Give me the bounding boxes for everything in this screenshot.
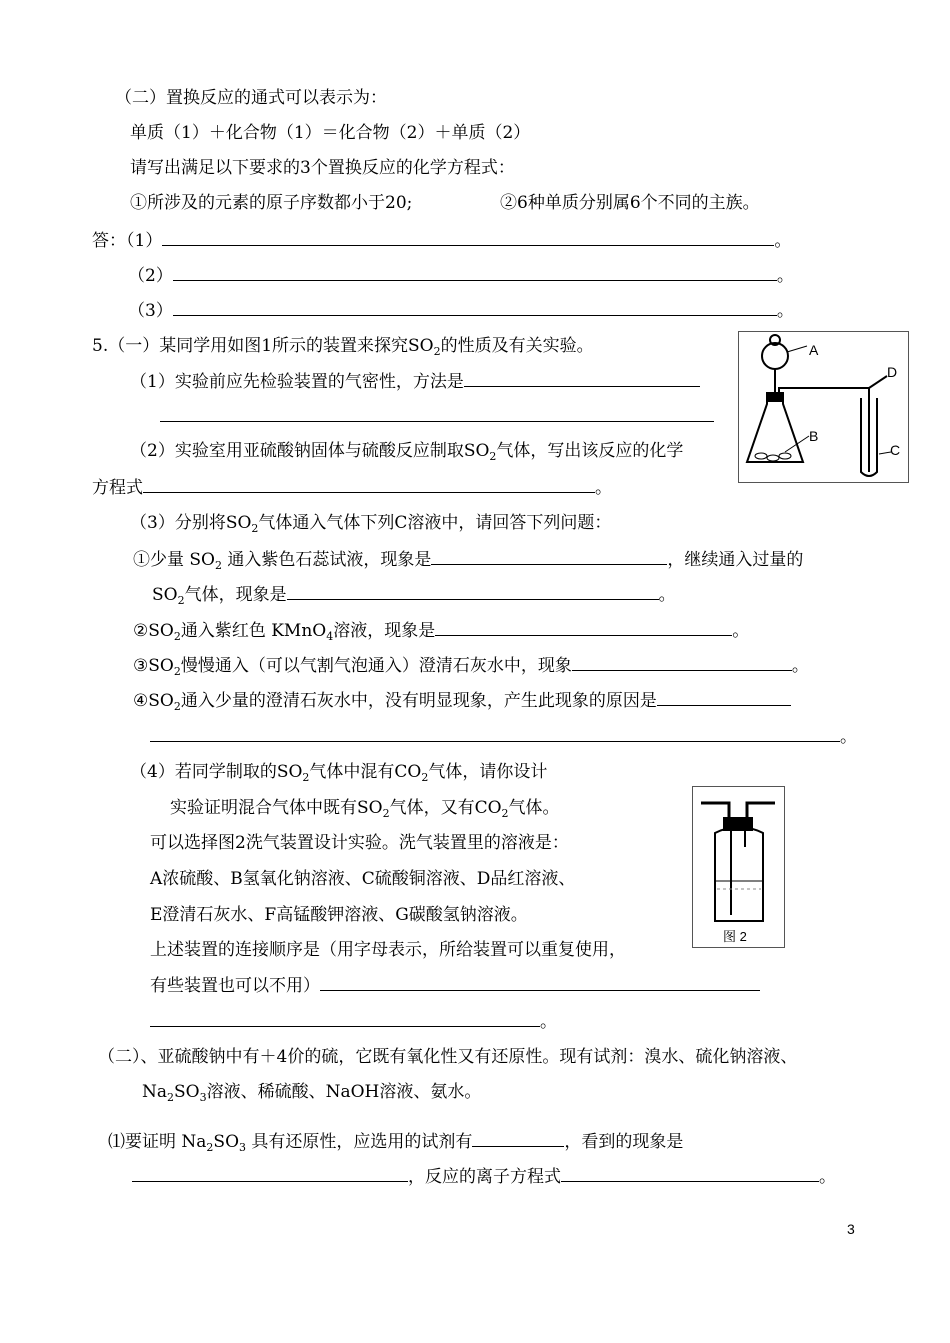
subquestion-1-line2: ，反应的离子方程式 。 <box>132 1165 836 1188</box>
label-a: A <box>809 342 819 358</box>
answer-blank[interactable] <box>572 654 792 671</box>
answer-blank[interactable] <box>162 229 774 246</box>
period: 。 <box>776 301 794 321</box>
part-3-item-1-line2: $SO_2$气体，现象是 。 <box>152 585 676 607</box>
subquestion-1: ⑴要证明 $Na_2SO_3$ 具有还原性，应选用的试剂有 ，看到的现象是 <box>108 1132 684 1154</box>
requirement-2: ②6种单质分别属6个不同的主族。 <box>500 193 760 213</box>
figure-2-caption: 图 2 <box>723 929 747 944</box>
figure-1-apparatus <box>738 331 909 483</box>
answer-blank[interactable] <box>472 1130 564 1147</box>
answer-num: （2） <box>128 266 173 286</box>
part-1-line2 <box>160 405 714 428</box>
figure-2-wash-bottle <box>692 786 785 948</box>
answer-num: （1） <box>126 231 163 251</box>
part-2: （2）实验室用亚硫酸钠固体与硫酸反应制取$SO_2$气体，写出该反应的化学 <box>130 441 684 463</box>
part-3: （3）分别将$SO_2$气体通入气体下列C溶液中，请回答下列问题： <box>130 513 612 535</box>
part-3-item-4-line2: 。 <box>150 725 857 748</box>
part-2-line2: 方程式 。 <box>92 478 612 498</box>
general-formula: 单质（1）＋化合物（1）＝化合物（2）＋单质（2） <box>130 123 531 143</box>
period: 。 <box>776 266 794 286</box>
answer-blank[interactable] <box>561 1165 819 1182</box>
answer-3 <box>128 299 794 322</box>
part-4: （4）若同学制取的$SO_2$气体中混有$CO_2$气体，请你设计 <box>130 762 548 784</box>
answer-blank[interactable] <box>150 1010 540 1027</box>
answer-blank[interactable] <box>431 548 667 565</box>
answer-2 <box>128 264 794 287</box>
answer-1 <box>92 229 791 252</box>
answer-blank[interactable] <box>150 725 840 742</box>
answer-blank[interactable] <box>160 405 714 422</box>
answer-num: （3） <box>128 301 173 321</box>
answer-blank[interactable] <box>132 1165 408 1182</box>
part-4-line5: E澄清石灰水、F高锰酸钾溶液、G碳酸氢钠溶液。 <box>150 905 528 925</box>
part-4-line3: 可以选择图2洗气装置设计实验。洗气装置里的溶液是： <box>150 833 569 853</box>
page-number: 3 <box>847 1221 855 1237</box>
period: 。 <box>774 231 792 251</box>
section-heading: （二）置换反应的通式可以表示为： <box>115 88 387 108</box>
answer-blank[interactable] <box>287 583 659 600</box>
reagent-list: $Na_2SO_3$溶液、稀硫酸、NaOH溶液、氨水。 <box>142 1082 482 1104</box>
apparatus-diagram <box>739 332 908 482</box>
answer-blank[interactable] <box>173 264 777 281</box>
label-b: B <box>809 428 819 444</box>
part-4-line2: 实验证明混合气体中既有$SO_2$气体，又有$CO_2$气体。 <box>170 798 560 820</box>
part-3-item-4: $④SO_2$通入少量的澄清石灰水中，没有明显现象，产生此现象的原因是 <box>133 689 791 712</box>
part-4-line6: 上述装置的连接顺序是（用字母表示，所给装置可以重复使用， <box>150 940 626 960</box>
answer-blank[interactable] <box>657 689 791 706</box>
requirement-1: ①所涉及的元素的原子序数都小于20; <box>130 193 413 213</box>
part-4-line8: 。 <box>150 1010 557 1033</box>
answer-prefix: 答： <box>92 231 126 251</box>
part-3-item-3: $③SO_2$慢慢通入（可以气割气泡通入）澄清石灰水中，现象 。 <box>133 656 809 678</box>
answer-blank[interactable] <box>320 974 760 991</box>
label-c: C <box>890 442 901 458</box>
label-d: D <box>887 364 898 380</box>
answer-blank[interactable] <box>464 370 700 387</box>
part-4-line4: A浓硫酸、B氢氧化钠溶液、C硫酸铜溶液、D品红溶液、 <box>150 869 576 889</box>
part-4-line7: 有些装置也可以不用） <box>150 974 760 997</box>
part-3-item-2: $②SO_2$通入紫红色 KMnO$_4$溶液，现象是 。 <box>133 621 750 643</box>
answer-blank[interactable] <box>143 476 595 493</box>
section-heading-2: （二）、亚硫酸钠中有＋4价的硫，它既有氧化性又有还原性。现有试剂：溴水、硫化钠溶液、 <box>98 1047 798 1067</box>
part-1: （1）实验前应先检验装置的气密性，方法是 <box>130 370 700 393</box>
instruction: 请写出满足以下要求的3个置换反应的化学方程式： <box>130 158 515 178</box>
wash-bottle-diagram <box>693 787 784 947</box>
question-5-heading: 5.（一）某同学用如图1所示的装置来探究$SO_2$的性质及有关实验。 <box>92 336 594 358</box>
answer-blank[interactable] <box>435 619 732 636</box>
answer-blank[interactable] <box>173 299 777 316</box>
part-3-item-1: ①少量 $SO_2$ 通入紫色石蕊试液，现象是 ，继续通入过量的 <box>133 550 804 572</box>
